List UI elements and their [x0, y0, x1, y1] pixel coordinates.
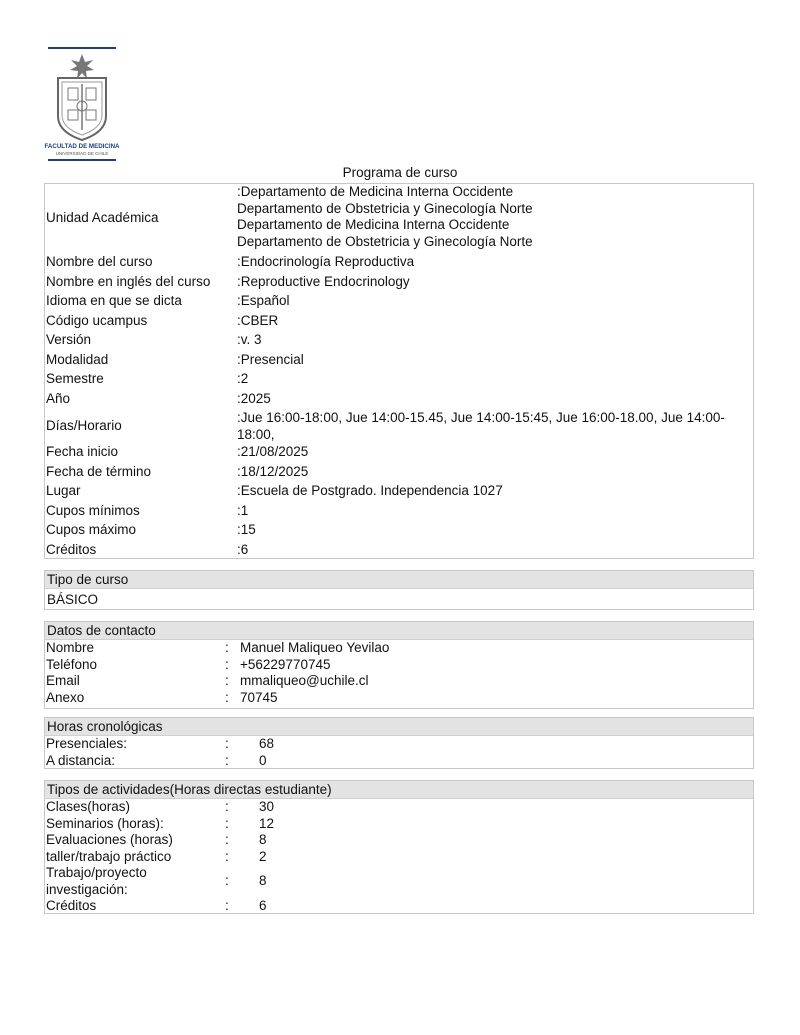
info-value: :Reproductive Endocrinology [237, 273, 410, 289]
contact-label: Email [46, 673, 80, 688]
hours-row [45, 753, 753, 770]
separator: : [225, 873, 229, 889]
activity-label: Clases(horas) [46, 799, 131, 814]
contact-value: +56229770745 [240, 656, 331, 672]
activity-value: 2 [259, 848, 267, 864]
info-value: :2025 [237, 390, 271, 406]
activity-label: Trabajo/proyecto investigación: [46, 865, 147, 897]
hours-row [45, 736, 753, 753]
contact-value: Manuel Maliqueo Yevilao [240, 640, 390, 655]
activity-row [45, 849, 753, 866]
contact-label: Nombre [46, 640, 95, 655]
contact-label: Teléfono [46, 656, 98, 672]
contact-section [44, 621, 754, 709]
info-value: :2 [237, 371, 249, 386]
separator: : [225, 898, 229, 913]
separator: : [225, 673, 229, 688]
activity-label: Evaluaciones (horas) [46, 832, 173, 847]
separator: : [225, 689, 229, 705]
activity-value: 8 [259, 873, 267, 889]
info-value: :Escuela de Postgrado. Independencia 1027 [237, 483, 503, 498]
info-label: Modalidad [46, 351, 109, 367]
activity-row [45, 898, 753, 915]
contact-email[interactable]: mmaliqueo@uchile.cl [240, 673, 369, 688]
contact-row [45, 690, 753, 707]
contact-row [45, 673, 753, 690]
info-label: Nombre del curso [46, 254, 153, 269]
info-value: :6 [237, 541, 249, 557]
info-label: Fecha inicio [46, 444, 119, 459]
separator: : [225, 752, 229, 768]
activity-row [45, 799, 753, 816]
info-value: :Español [237, 293, 290, 308]
activity-value: 8 [259, 832, 267, 847]
separator: : [225, 640, 229, 655]
activity-row [45, 832, 753, 849]
contact-label: Anexo [46, 689, 85, 705]
separator: : [225, 736, 229, 751]
unidad-line: Departamento de Obstetricia y Ginecología Norte [237, 200, 533, 216]
section-header: Tipos de actividades(Horas directas estudiante) [45, 781, 753, 799]
logo-text-line1: FACULTAD DE MEDICINA [44, 143, 120, 150]
hours-section [44, 717, 754, 769]
info-value: :1 [237, 502, 249, 518]
section-header: Horas cronológicas [45, 718, 753, 736]
unidad-line: Departamento de Medicina Interna Occidente [237, 217, 510, 232]
info-value [237, 184, 739, 250]
section-header: Tipo de curso [45, 571, 753, 589]
separator: : [225, 832, 229, 847]
info-value: :Jue 16:00-18:00, Jue 14:00-15.45, Jue 14:00-15:45, Jue 16:00-18.00, Jue 14:00-18:00, [237, 410, 725, 442]
info-label: Nombre en inglés del curso [46, 273, 211, 289]
info-value: :21/08/2025 [237, 444, 309, 459]
info-value: :Presencial [237, 351, 304, 367]
hours-value: 68 [259, 736, 275, 751]
info-label: Lugar [46, 483, 81, 498]
separator: : [225, 799, 229, 814]
contact-row [45, 640, 753, 657]
activity-row [45, 816, 753, 833]
info-label: Unidad Académica [46, 210, 159, 225]
separator: : [225, 656, 229, 672]
unidad-line: :Departamento de Medicina Interna Occidente [237, 184, 514, 199]
activities-section [44, 780, 754, 914]
course-type-value: BÁSICO [47, 592, 99, 607]
info-label: Versión [46, 332, 92, 347]
activity-label: taller/trabajo práctico [46, 848, 172, 864]
activity-label: Créditos [46, 898, 97, 913]
unidad-line: Departamento de Obstetricia y Ginecología Norte [237, 233, 533, 249]
activity-row [45, 865, 753, 898]
activity-value: 30 [259, 799, 275, 814]
course-info-table [44, 183, 754, 559]
activity-label: Seminarios (horas): [46, 815, 164, 831]
activity-value: 6 [259, 898, 267, 913]
course-type-section [44, 570, 754, 610]
hours-label: A distancia: [46, 752, 116, 768]
page-title: Programa de curso [342, 165, 458, 180]
info-label: Cupos máximo [46, 522, 137, 537]
info-label: Fecha de término [46, 463, 152, 479]
faculty-logo [44, 44, 120, 162]
info-value: :Endocrinología Reproductiva [237, 254, 415, 269]
info-value: :18/12/2025 [237, 463, 309, 479]
info-label: Créditos [46, 541, 97, 557]
section-header: Datos de contacto [45, 622, 753, 640]
info-value: :v. 3 [237, 332, 262, 347]
contact-value: 70745 [240, 689, 278, 705]
info-label: Semestre [46, 371, 104, 386]
info-label: Días/Horario [46, 418, 122, 433]
info-value: :CBER [237, 312, 279, 328]
hours-value: 0 [259, 752, 267, 768]
hours-label: Presenciales: [46, 736, 128, 751]
activity-value: 12 [259, 815, 275, 831]
separator: : [225, 815, 229, 831]
info-label: Año [46, 390, 71, 406]
info-label: Idioma en que se dicta [46, 293, 182, 308]
contact-row [45, 657, 753, 674]
info-value: :15 [237, 522, 256, 537]
info-label: Código ucampus [46, 312, 148, 328]
separator: : [225, 848, 229, 864]
info-label: Cupos mínimos [46, 502, 140, 518]
logo-text-line2: UNIVERSIDAD DE CHILE [55, 151, 109, 156]
